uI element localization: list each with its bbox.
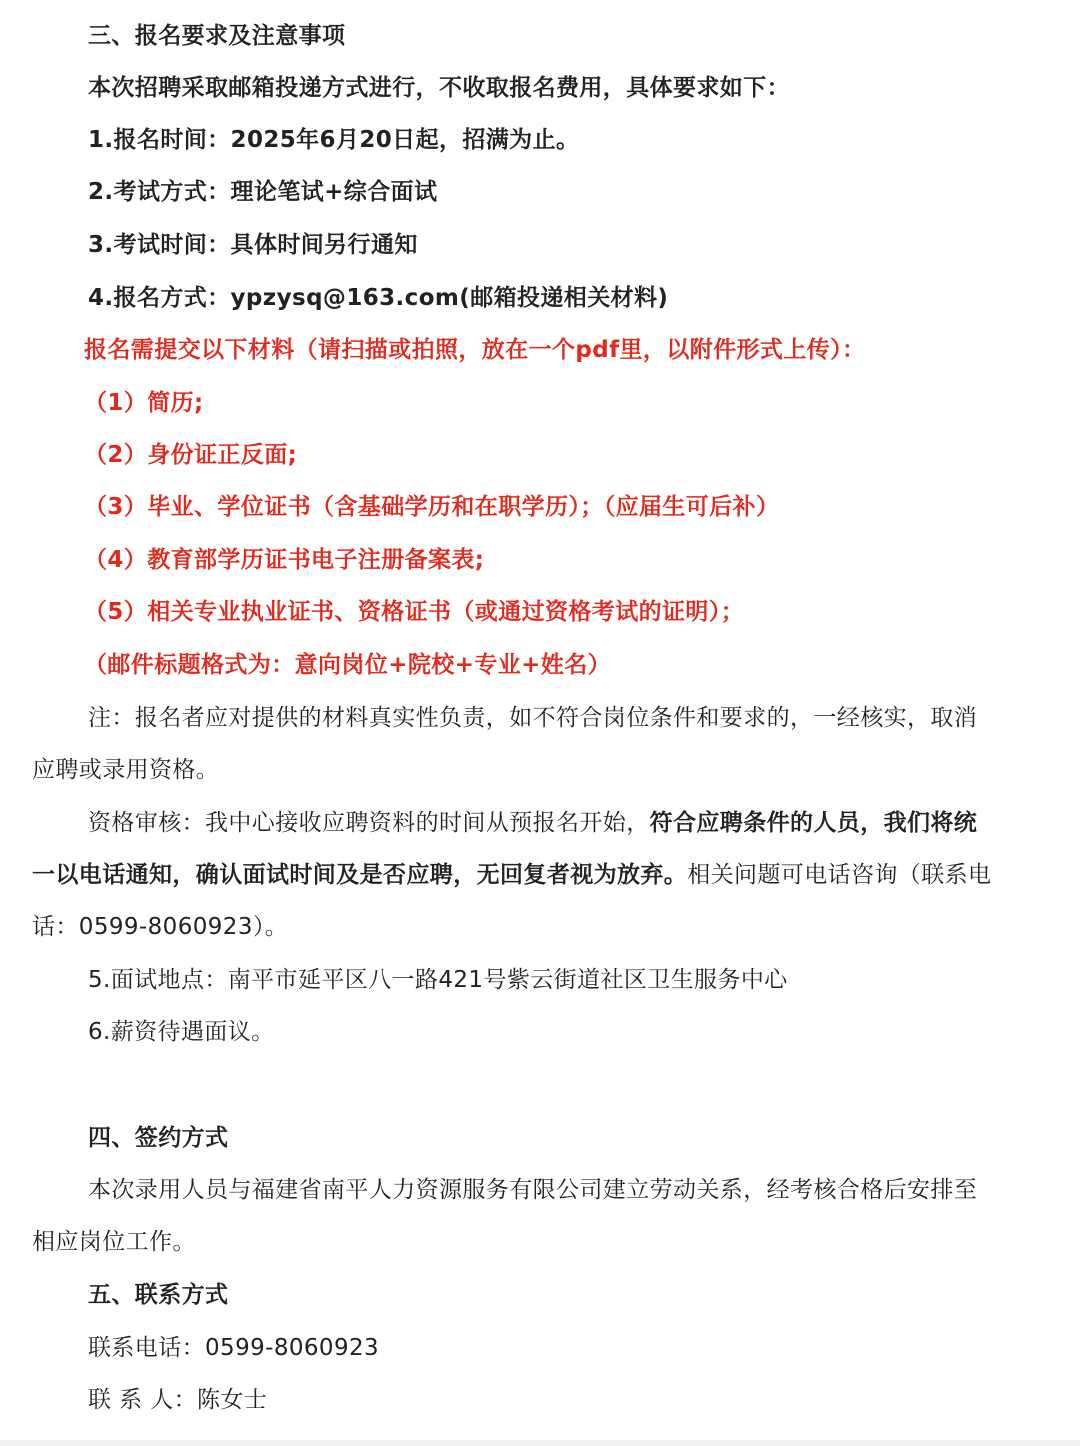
material-item: （2）身份证正反面; — [84, 442, 298, 468]
contact-phone: 联系电话：0599-8060923 — [88, 1335, 380, 1361]
section4-line-1: 本次录用人员与福建省南平人力资源服务有限公司建立劳动关系，经考核合格后安排至 — [88, 1177, 978, 1203]
review-bold-1: 符合应聘条件的人员，我们将统 — [649, 810, 978, 836]
material-item: （1）简历; — [84, 390, 204, 416]
review-line-1 — [0, 803, 1080, 843]
review-prefix: 资格审核：我中心接收应聘资料的时间从预报名开始， — [88, 810, 650, 836]
email-subject-format: （邮件标题格式为：意向岗位+院校+专业+姓名） — [84, 652, 612, 678]
item-salary: 6.薪资待遇面议。 — [88, 1019, 275, 1045]
section3-intro: 本次招聘采取邮箱投递方式进行，不收取报名费用，具体要求如下： — [88, 75, 790, 101]
bottom-divider — [0, 1440, 1080, 1446]
review-line-3: 话：0599-8060923）。 — [32, 914, 289, 940]
item-registration-method: 4.报名方式：ypzysq@163.com(邮箱投递相关材料) — [88, 285, 669, 311]
contact-person: 联 系 人：陈女士 — [88, 1387, 268, 1413]
item-interview-location: 5.面试地点：南平市延平区八一路421号紫云街道社区卫生服务中心 — [88, 967, 788, 993]
review-bold-2: 一以电话通知，确认面试时间及是否应聘，无回复者视为放弃。 — [32, 862, 688, 888]
material-item: （3）毕业、学位证书（含基础学历和在职学历）；（应届生可后补） — [84, 494, 780, 520]
section3-heading: 三、报名要求及注意事项 — [88, 23, 346, 49]
review-suffix: 相关问题可电话咨询（联系电 — [687, 862, 992, 888]
material-item: （5）相关专业执业证书、资格证书（或通过资格考试的证明）； — [84, 599, 745, 625]
note-line-2: 应聘或录用资格。 — [32, 757, 220, 783]
review-line-2 — [0, 855, 1080, 895]
materials-intro: 报名需提交以下材料（请扫描或拍照，放在一个pdf里，以附件形式上传）： — [84, 337, 866, 363]
section5-heading: 五、联系方式 — [88, 1282, 229, 1308]
note-line-1: 注：报名者应对提供的材料真实性负责，如不符合岗位条件和要求的，一经核实，取消 — [88, 705, 978, 731]
item-exam-time: 3.考试时间：具体时间另行通知 — [88, 232, 418, 258]
item-registration-time: 1.报名时间：2025年6月20日起，招满为止。 — [88, 127, 580, 153]
material-item: （4）教育部学历证书电子注册备案表; — [84, 547, 485, 573]
item-exam-method: 2.考试方式：理论笔试+综合面试 — [88, 179, 438, 205]
section4-line-2: 相应岗位工作。 — [32, 1229, 196, 1255]
section4-heading: 四、签约方式 — [88, 1125, 229, 1151]
